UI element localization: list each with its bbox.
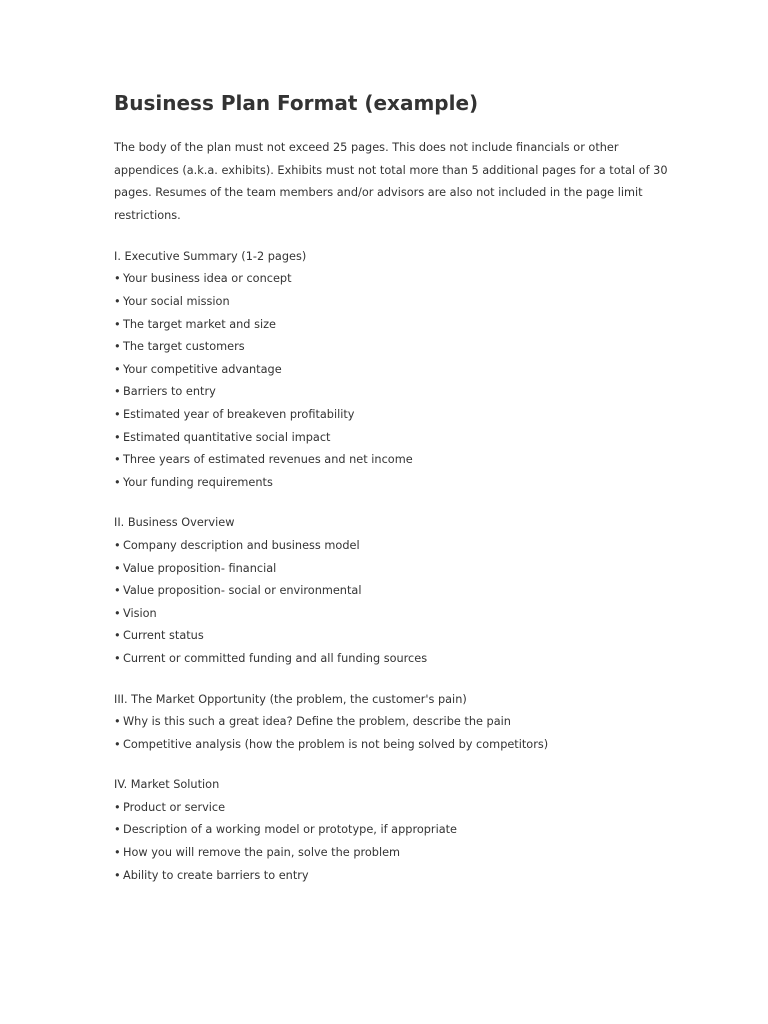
- list-item: [114, 291, 674, 314]
- list-item-text: Barriers to entry: [123, 385, 216, 399]
- bullet-icon: •: [114, 453, 121, 467]
- section: [114, 246, 674, 495]
- list-item-text: Vision: [123, 606, 157, 620]
- bullet-icon: •: [114, 629, 121, 643]
- list-item: [114, 336, 674, 359]
- section-heading: I. Executive Summary (1-2 pages): [114, 249, 307, 263]
- bullet-icon: •: [114, 737, 121, 751]
- bullet-icon: •: [114, 651, 121, 665]
- list-item-text: Ability to create barriers to entry: [123, 868, 309, 882]
- list-item-text: Your competitive advantage: [123, 362, 282, 376]
- list-item-text: The target market and size: [123, 317, 276, 331]
- list-item-text: Current or committed funding and all funding sources: [123, 651, 428, 665]
- document-title: Business Plan Format (example): [114, 91, 479, 115]
- list-item: [114, 314, 674, 337]
- bullet-icon: •: [114, 340, 121, 354]
- list-item: [114, 558, 674, 581]
- list-item-text: Your business idea or concept: [123, 272, 292, 286]
- bullet-icon: •: [114, 407, 121, 421]
- list-item: [114, 734, 674, 757]
- list-item-text: Three years of estimated revenues and net income: [123, 453, 413, 467]
- list-item: [114, 865, 674, 888]
- list-item: [114, 449, 674, 472]
- section: [114, 512, 674, 670]
- bullet-icon: •: [114, 846, 121, 860]
- list-item-text: Current status: [123, 629, 204, 643]
- list-item-text: Description of a working model or prototype, if appropriate: [123, 823, 458, 837]
- list-item: [114, 427, 674, 450]
- list-item-text: Your funding requirements: [123, 475, 273, 489]
- list-item-text: Estimated year of breakeven profitability: [123, 407, 355, 421]
- list-item: [114, 580, 674, 603]
- bullet-icon: •: [114, 606, 121, 620]
- bullet-icon: •: [114, 385, 121, 399]
- section-heading: II. Business Overview: [114, 516, 235, 530]
- list-item: [114, 648, 674, 671]
- list-item: [114, 381, 674, 404]
- list-item: [114, 842, 674, 865]
- list-item: [114, 711, 674, 734]
- bullet-icon: •: [114, 538, 121, 552]
- bullet-icon: •: [114, 561, 121, 575]
- list-item-text: Your social mission: [123, 295, 230, 308]
- list-item: [114, 819, 674, 842]
- intro-paragraph: The body of the plan must not exceed 25 pages. This does not include financials or other appendices (a.k.a. exhibits). Exhibits must not total more than 5 additional pages for a total of 30 pages. Resumes of the team members and/or advisors are also not included in the page limit restrictions.: [114, 141, 668, 223]
- list-item: [114, 535, 674, 558]
- bullet-list: [114, 535, 674, 671]
- list-item-text: Value proposition- social or environmental: [123, 584, 362, 598]
- list-item-text: Company description and business model: [123, 538, 360, 552]
- list-item-text: Estimated quantitative social impact: [123, 430, 331, 444]
- list-item: [114, 797, 674, 820]
- list-item-text: Value proposition- financial: [123, 561, 277, 575]
- bullet-icon: •: [114, 295, 121, 308]
- bullet-icon: •: [114, 584, 121, 598]
- bullet-icon: •: [114, 430, 121, 444]
- bullet-icon: •: [114, 317, 121, 331]
- bullet-icon: •: [114, 823, 121, 837]
- list-item-text: The target customers: [123, 340, 245, 354]
- list-item: [114, 359, 674, 382]
- bullet-icon: •: [114, 800, 121, 814]
- bullet-list: [114, 711, 674, 756]
- section-heading: III. The Market Opportunity (the problem, the customer's pain): [114, 692, 467, 706]
- bullet-icon: •: [114, 362, 121, 376]
- list-item-text: Product or service: [123, 800, 226, 814]
- section: [114, 689, 674, 757]
- bullet-icon: •: [114, 272, 121, 286]
- list-item-text: Why is this such a great idea? Define the problem, describe the pain: [123, 715, 511, 729]
- list-item: [114, 404, 674, 427]
- list-item-text: Competitive analysis (how the problem is not being solved by competitors): [123, 737, 549, 751]
- section: [114, 774, 674, 887]
- section-heading: IV. Market Solution: [114, 778, 220, 792]
- bullet-list: [114, 797, 674, 887]
- list-item-text: How you will remove the pain, solve the problem: [123, 846, 401, 860]
- bullet-icon: •: [114, 475, 121, 489]
- list-item: [114, 603, 674, 626]
- bullet-icon: •: [114, 868, 121, 882]
- document-page: [114, 86, 674, 887]
- bullet-icon: •: [114, 715, 121, 729]
- bullet-list: [114, 268, 674, 494]
- list-item: [114, 625, 674, 648]
- list-item: [114, 472, 674, 495]
- sections-container: [114, 246, 674, 887]
- list-item: [114, 268, 674, 291]
